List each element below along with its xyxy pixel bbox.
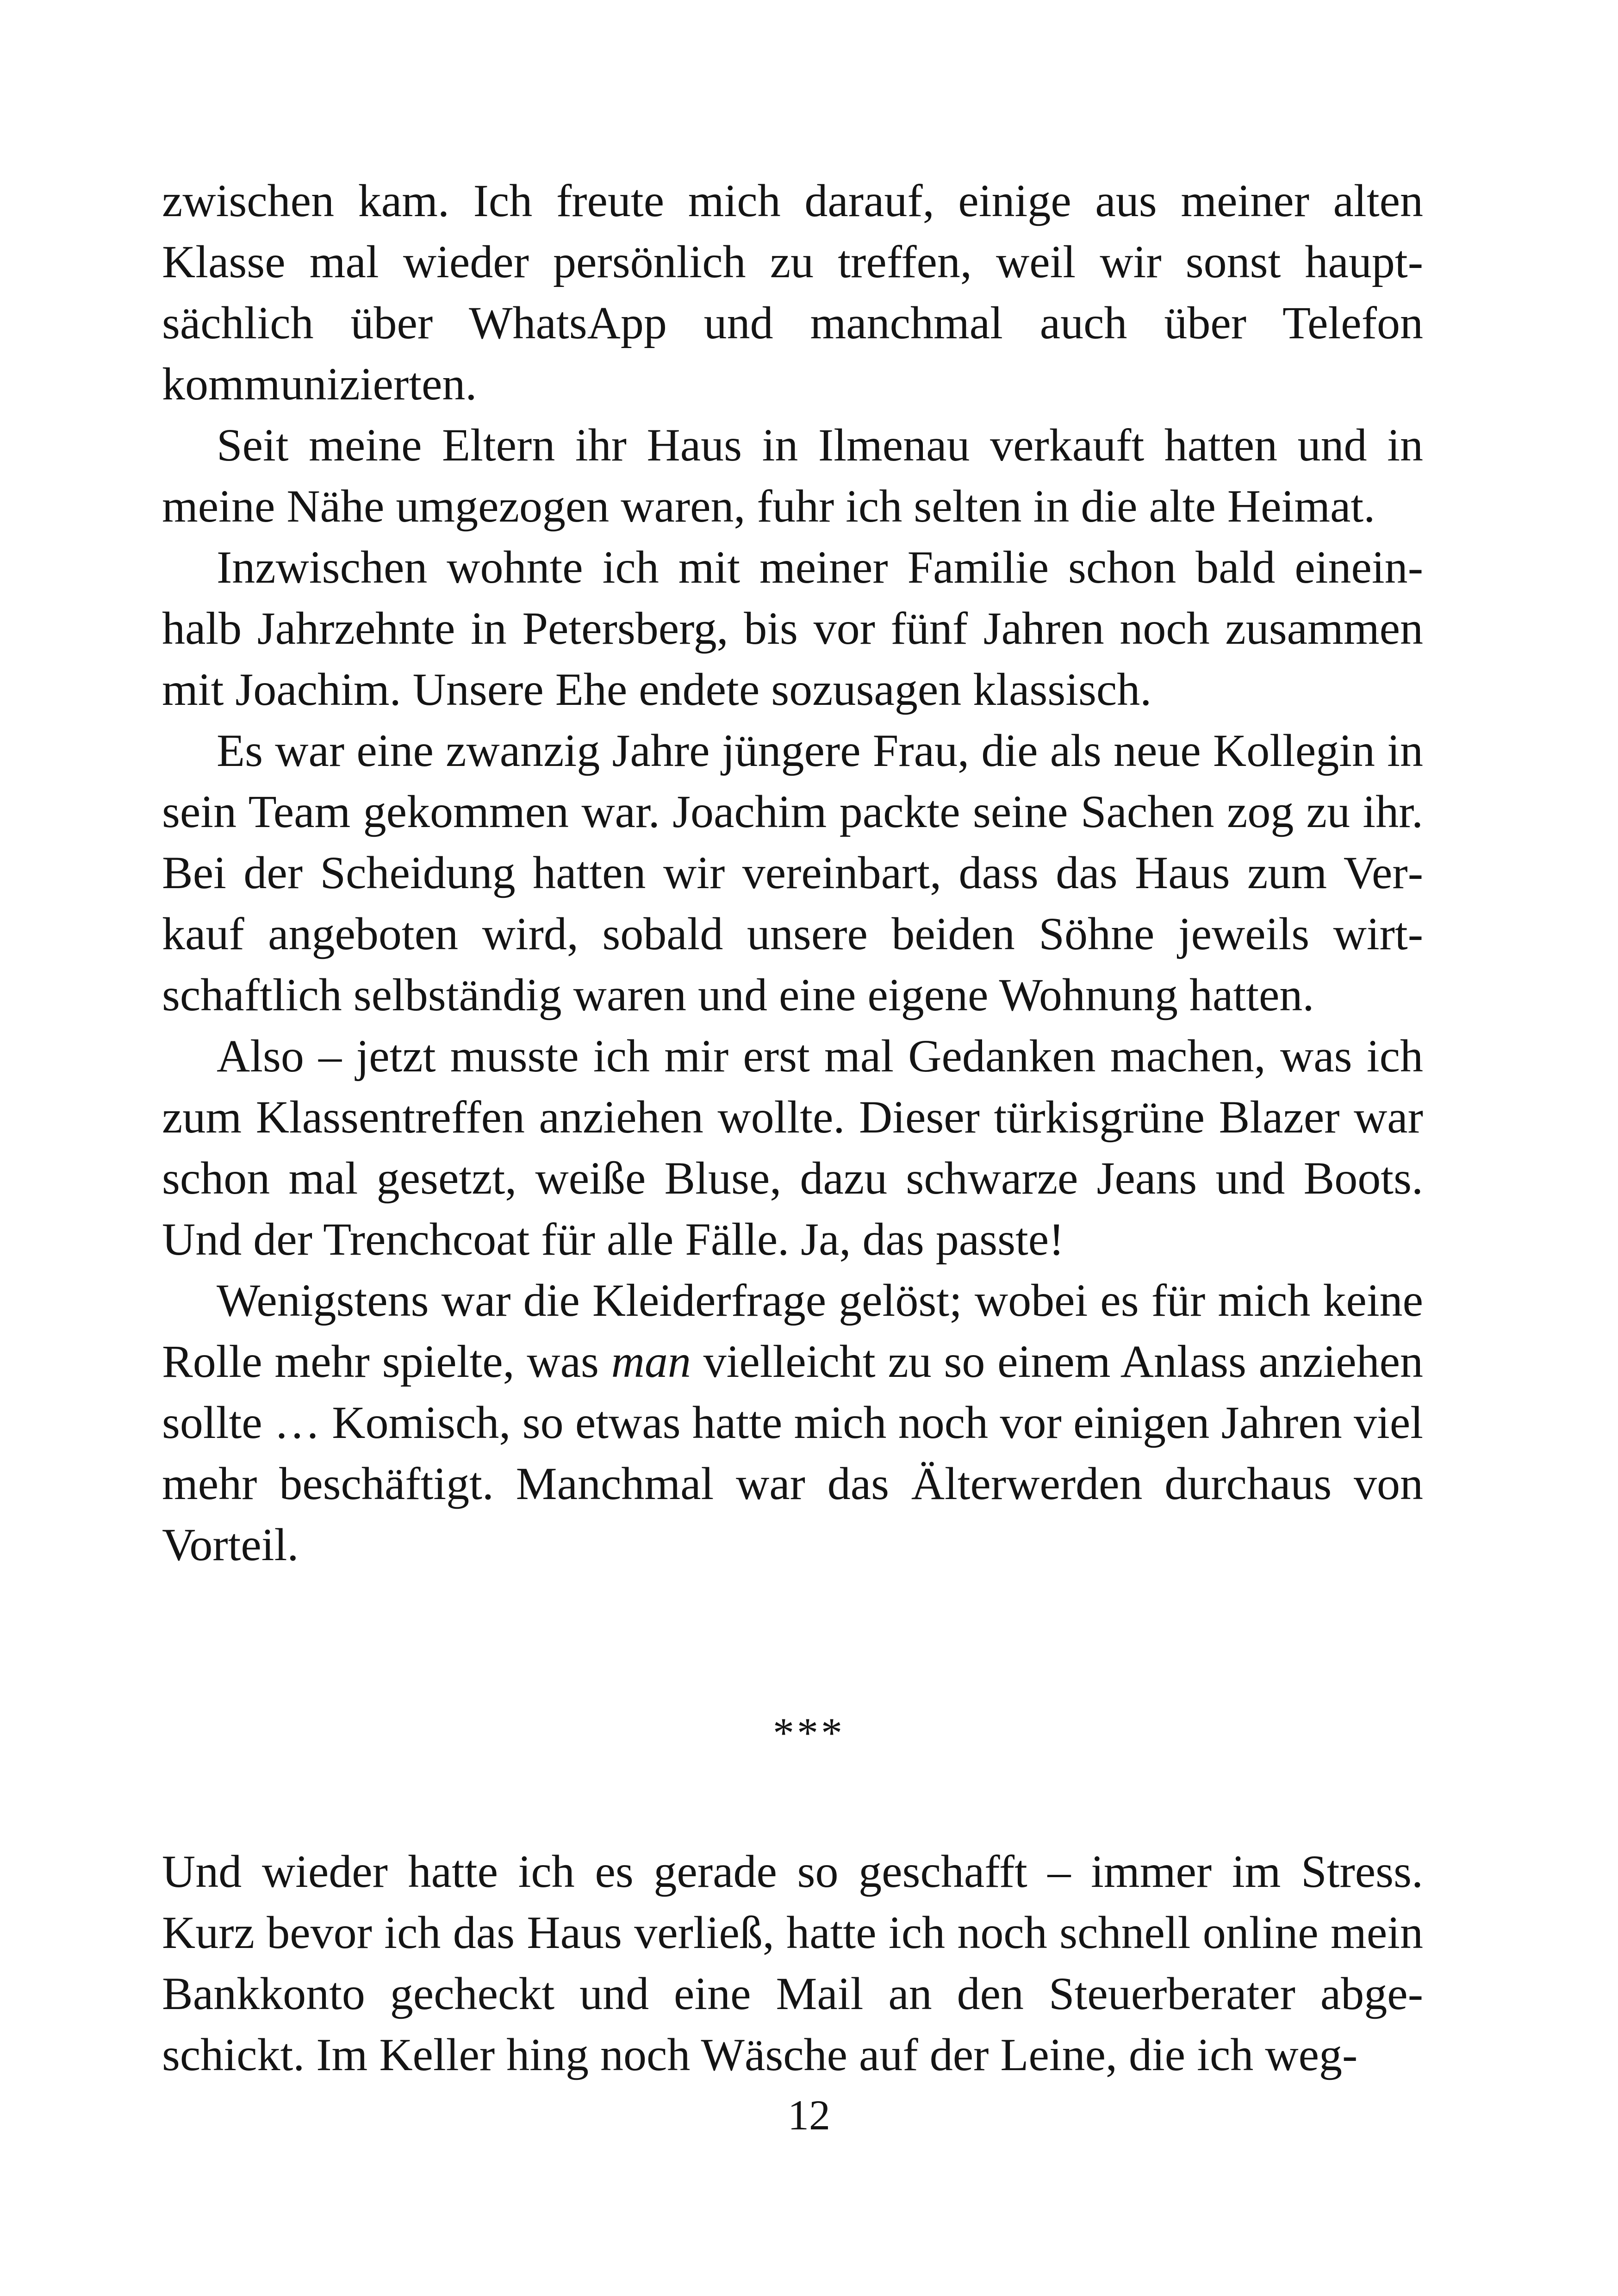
italic-word: man	[611, 1336, 691, 1387]
paragraph: Und wieder hatte ich es gerade so geschafft – immer im Stress. Kurz bevor ich das Haus verließ, hatte ich noch schnell online mein Bankkonto gecheckt und eine Mail an den Steuerberater abgeschickt. Im Keller hing noch Wäsche auf der Leine, die ich weg-	[162, 1846, 1423, 2080]
paragraph: zwischen kam. Ich freute mich darauf, einige aus meiner alten Klasse mal wieder persönlich zu treffen, weil wir sonst hauptsächlich über WhatsApp und manchmal auch über Telefon kommunizierten.	[162, 175, 1423, 410]
text-section-2	[162, 1841, 1423, 2085]
paragraph: Also – jetzt musste ich mir erst mal Gedanken machen, was ich zum Klassentreffen anziehen wollte. Dieser türkisgrüne Blazer war schon mal gesetzt, weiße Bluse, dazu schwarze Jeans und Boots. Und der Trenchcoat für alle Fälle. Ja, das passte!	[162, 1030, 1423, 1265]
paragraph: Seit meine Eltern ihr Haus in Ilmenau verkauft hatten und in meine Nähe umgezogen waren, fuhr ich selten in die alte Heimat.	[162, 419, 1423, 532]
paragraph-text: vielleicht zu so einem Anlass anziehen sollte … Komisch, so etwas hatte mich noch vor einigen Jahren viel mehr beschäftigt. Manchmal war das Älterwerden durchaus von Vorteil.	[162, 1336, 1423, 1570]
page-number: 12	[788, 2091, 830, 2139]
text-section-1	[162, 170, 1423, 1575]
paragraph	[162, 1270, 1423, 1575]
paragraph-text: Wenigstens war die Kleiderfrage gelöst; wobei es für mich keine Rolle mehr spielte, was	[162, 1275, 1423, 1387]
paragraph: Es war eine zwanzig Jahre jüngere Frau, die als neue Kollegin in sein Team gekommen war. Joachim packte seine Sachen zog zu ihr. Bei der Scheidung hatten wir vereinbart, dass das Haus zum Verkauf angeboten wird, sobald unsere beiden Söhne jeweils wirtschaftlich selbständig waren und eine eigene Wohnung hatten.	[162, 725, 1423, 1020]
section-separator: ***	[773, 1709, 845, 1756]
paragraph: Inzwischen wohnte ich mit meiner Familie schon bald eineinhalb Jahrzehnte in Petersberg, bis vor fünf Jahren noch zusammen mit Joachim. Unsere Ehe endete sozusagen klassisch.	[162, 541, 1423, 715]
